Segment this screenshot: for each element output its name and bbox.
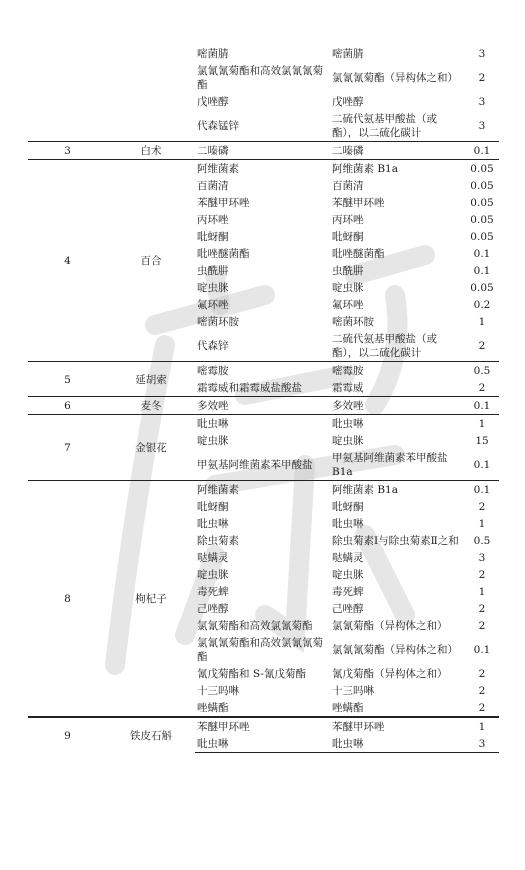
crop-name: 枸杞子	[107, 481, 195, 718]
max-residue-limit: 0.1	[465, 142, 499, 160]
max-residue-limit: 3	[478, 552, 486, 564]
residue-definition: 戊唑醇	[332, 96, 364, 108]
residue-definition: 嘧霉胺	[330, 362, 465, 380]
pesticide-name: 吡蚜酮	[197, 501, 229, 513]
group-number: 5	[28, 362, 107, 397]
pesticide-name: 啶虫脒	[197, 435, 229, 447]
residue-definition: 虫酰肼	[332, 265, 364, 277]
residue-definition: 吡蚜酮	[332, 231, 364, 243]
pesticide-name: 十三吗啉	[197, 685, 239, 697]
residue-definition: 氰戊菊酯（异构体之和）	[332, 668, 448, 680]
residue-definition: 毒死蜱	[332, 586, 364, 598]
pesticide-name: 毒死蜱	[197, 586, 229, 598]
residue-definition: 丙环唑	[332, 214, 364, 226]
residue-definition: 氯氰氰菊酯（异构体之和）	[332, 72, 458, 84]
pesticide-name: 除虫菊素	[197, 535, 239, 547]
max-residue-limit: 0.05	[465, 160, 499, 178]
max-residue-limit: 1	[465, 717, 499, 735]
pesticide-name: 代森锰锌	[195, 110, 330, 142]
residue-definition: 多效唑	[330, 397, 465, 415]
max-residue-limit: 0.05	[470, 282, 494, 294]
max-residue-limit: 2	[478, 569, 486, 581]
max-residue-limit: 0.1	[473, 644, 491, 656]
residue-definition: 阿维菌素 B1a	[330, 481, 465, 499]
residue-definition: 吡虫啉	[330, 415, 465, 433]
max-residue-limit: 2	[465, 699, 499, 717]
residue-definition: 百菌清	[332, 180, 364, 192]
max-residue-limit: 1	[478, 586, 486, 598]
residue-definition: 苯醚甲环唑	[330, 717, 465, 735]
residue-definition: 吡唑醚菌酯	[332, 248, 385, 260]
max-residue-limit: 2	[465, 379, 499, 397]
residue-definition: 己唑醇	[332, 603, 364, 615]
group-number	[28, 45, 107, 142]
residue-definition: 啶虫脒	[332, 569, 364, 581]
pesticide-name: 己唑醇	[197, 603, 229, 615]
max-residue-limit: 0.05	[470, 231, 494, 243]
max-residue-limit: 2	[478, 668, 486, 680]
pesticide-name: 嘧霉胺	[195, 362, 330, 380]
table-row	[28, 481, 499, 499]
table-row	[28, 717, 499, 735]
max-residue-limit: 2	[478, 620, 486, 632]
group-number: 9	[28, 717, 107, 753]
residue-definition: 二嗪磷	[330, 142, 465, 160]
max-residue-limit: 2	[478, 685, 486, 697]
residue-definition: 二硫代氨基甲酸盐（或酯），以二硫化碳计	[330, 110, 465, 142]
residue-definition: 啶虫脒	[332, 282, 364, 294]
max-residue-limit: 3	[465, 735, 499, 753]
residue-definition: 唑螨酯	[330, 699, 465, 717]
table-row	[28, 415, 499, 433]
residue-definition: 除虫菊素Ⅰ与除虫菊素Ⅱ之和	[332, 535, 459, 547]
pesticide-name: 多效唑	[195, 397, 330, 415]
pesticide-name: 二嗪磷	[195, 142, 330, 160]
crop-name: 麦冬	[107, 397, 195, 415]
residue-definition: 甲氨基阿维菌素苯甲酸盐 B1a	[330, 449, 465, 481]
max-residue-limit: 0.5	[465, 362, 499, 380]
max-residue-limit: 0.1	[465, 449, 499, 481]
max-residue-limit: 0.05	[470, 197, 494, 209]
pesticide-name: 吡唑醚菌酯	[197, 248, 250, 260]
crop-name: 延胡索	[107, 362, 195, 397]
max-residue-limit: 0.5	[473, 535, 491, 547]
table-row	[28, 362, 499, 380]
pesticide-name: 吡虫啉	[197, 518, 229, 530]
pesticide-name: 啶虫脒	[197, 282, 229, 294]
pesticide-name: 氯氰氰菊酯和高效氯氰氰菊酯	[197, 637, 323, 663]
pesticide-name: 氯氰菊酯和高效氯氰菊酯	[197, 620, 313, 632]
residue-definition: 吡虫啉	[332, 518, 364, 530]
max-residue-limit: 2	[465, 330, 499, 362]
pesticide-name: 嘧菌环胺	[197, 316, 239, 328]
residue-definition: 哒螨灵	[332, 552, 364, 564]
pesticide-name: 丙环唑	[197, 214, 229, 226]
crop-name: 白术	[107, 142, 195, 160]
table-row	[28, 397, 499, 415]
residue-definition: 霜霉威	[330, 379, 465, 397]
pesticide-name: 代森锌	[195, 330, 330, 362]
max-residue-limit: 0.05	[470, 214, 494, 226]
pesticide-name: 吡蚜酮	[197, 231, 229, 243]
max-residue-limit: 0.1	[465, 397, 499, 415]
pesticide-name: 啶虫脒	[197, 569, 229, 581]
pesticide-name: 阿维菌素	[195, 160, 330, 178]
max-residue-limit: 0.1	[465, 481, 499, 499]
group-number: 4	[28, 160, 107, 362]
pesticide-name: 虫酰肼	[197, 265, 229, 277]
max-residue-limit: 1	[465, 415, 499, 433]
residue-definition: 吡虫啉	[330, 735, 465, 753]
max-residue-limit: 15	[475, 435, 489, 447]
residue-definition: 二硫代氨基甲酸盐（或酯），以二硫化碳计	[330, 330, 465, 362]
pesticide-name: 吡虫啉	[195, 735, 330, 753]
pesticide-name: 阿维菌素	[195, 481, 330, 499]
max-residue-limit: 0.05	[470, 180, 494, 192]
pesticide-name: 戊唑醇	[197, 96, 229, 108]
crop-name: 金银花	[107, 415, 195, 481]
pesticide-name: 氰戊菊酯和 S-氰戊菊酯	[197, 668, 306, 680]
residue-definition: 氟环唑	[332, 299, 364, 311]
pesticide-name: 甲氨基阿维菌素苯甲酸盐	[195, 449, 330, 481]
pesticide-name: 哒螨灵	[197, 552, 229, 564]
group-number: 3	[28, 142, 107, 160]
max-residue-limit: 0.1	[473, 265, 491, 277]
pesticide-name: 霜霉威和霜霉威盐酸盐	[195, 379, 330, 397]
pesticide-name: 百菌清	[197, 180, 229, 192]
residue-definition: 十三吗啉	[332, 685, 374, 697]
table-row	[28, 142, 499, 160]
pesticide-name: 嘧菌腈	[197, 48, 229, 60]
residue-definition: 氯氰菊酯（异构体之和）	[332, 620, 448, 632]
crop-name	[107, 45, 195, 142]
pesticide-name: 唑螨酯	[195, 699, 330, 717]
residue-definition: 氯氰氰菊酯（异构体之和）	[332, 644, 458, 656]
group-number: 7	[28, 415, 107, 481]
max-residue-limit: 3	[465, 110, 499, 142]
max-residue-limit: 0.2	[473, 299, 491, 311]
residue-definition: 苯醚甲环唑	[332, 197, 385, 209]
table-row	[28, 160, 499, 178]
table-row	[28, 45, 499, 62]
pesticide-name: 吡虫啉	[195, 415, 330, 433]
group-number: 6	[28, 397, 107, 415]
residue-definition: 嘧菌环胺	[332, 316, 374, 328]
pesticide-name: 氟环唑	[197, 299, 229, 311]
residue-definition: 嘧菌腈	[332, 48, 364, 60]
max-residue-limit: 2	[478, 501, 486, 513]
max-residue-limit: 1	[478, 316, 486, 328]
max-residue-limit: 2	[478, 603, 486, 615]
residue-definition: 啶虫脒	[332, 435, 364, 447]
group-number: 8	[28, 481, 107, 718]
max-residue-limit: 3	[478, 48, 486, 60]
residue-definition: 阿维菌素 B1a	[330, 160, 465, 178]
crop-name: 铁皮石斛	[107, 717, 195, 753]
pesticide-mrl-table	[28, 45, 499, 753]
pesticide-name: 氯氰氰菊酯和高效氯氰氰菊酯	[197, 65, 323, 91]
crop-name: 百合	[107, 160, 195, 362]
max-residue-limit: 2	[478, 72, 486, 84]
max-residue-limit: 3	[478, 96, 486, 108]
max-residue-limit: 1	[478, 518, 486, 530]
max-residue-limit: 0.1	[473, 248, 491, 260]
pesticide-name: 苯醚甲环唑	[195, 717, 330, 735]
pesticide-name: 苯醚甲环唑	[197, 197, 250, 209]
residue-definition: 吡蚜酮	[332, 501, 364, 513]
